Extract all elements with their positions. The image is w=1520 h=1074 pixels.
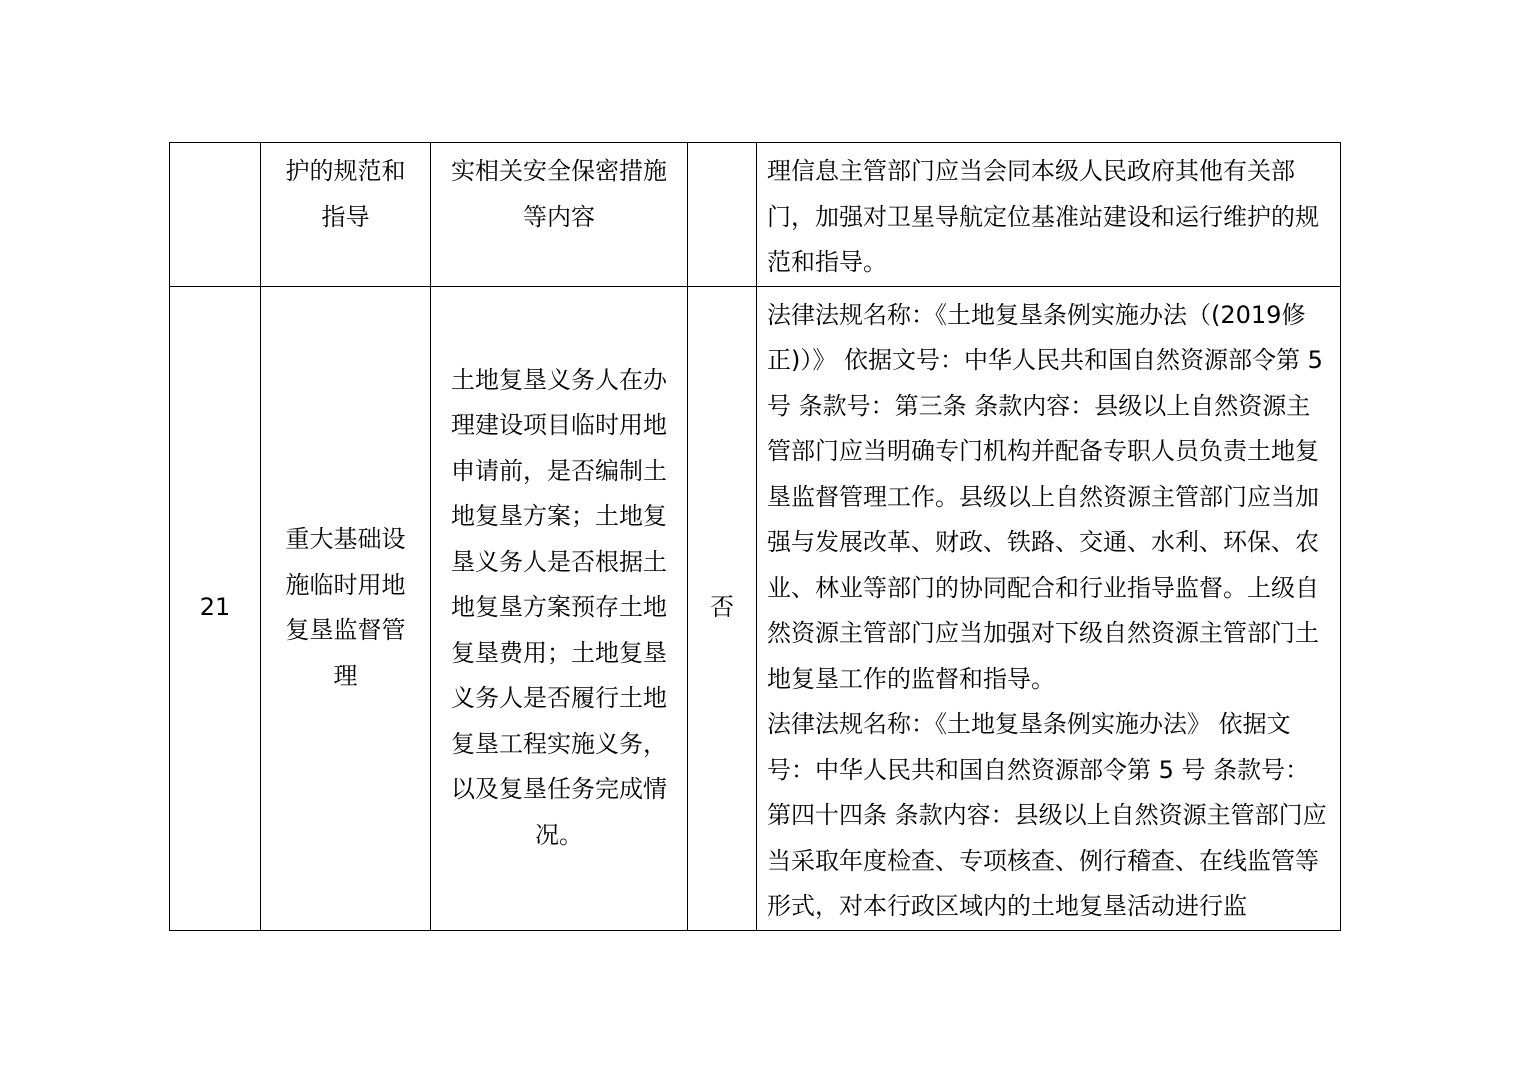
flag-cell: 否 [688,286,757,930]
table-row [170,143,1341,287]
item-name: 护的规范和指导 [261,143,431,287]
regulation-table [169,142,1341,931]
legal-basis [757,143,1341,287]
legal-basis-paragraph: 法律法规名称：《土地复垦条例实施办法（(2019修正)）》 依据文号：中华人民共和国自然资源部令第 5 号 条款号：第三条 条款内容：县级以上自然资源主管部门应当明确专门机构并配备专职人员负责土地复垦监督管理工作。县级以上自然资源主管部门应当加强与发展改革、财政、铁路、交通、水利、环保、农业、林业等部门的协同配合和行业指导监督。上级自然资源主管部门应当加强对下级自然资源主管部门土地复垦工作的监督和指导。 [767,300,1323,693]
row-number [170,143,261,287]
item-name: 重大基础设施临时用地复垦监督管理 [261,286,431,930]
flag-cell [688,143,757,287]
inspection-content: 实相关安全保密措施等内容 [431,143,688,287]
legal-basis [757,286,1341,930]
table-row [170,286,1341,930]
legal-basis-paragraph: 法律法规名称：《土地复垦条例实施办法》 依据文号：中华人民共和国自然资源部令第 5 号 条款号：第四十四条 条款内容：县级以上自然资源主管部门应当采取年度检查、专项核查、例行稽查、在线监管等形式，对本行政区域内的土地复垦活动进行监 [767,710,1327,920]
inspection-content: 土地复垦义务人在办理建设项目临时用地申请前，是否编制土地复垦方案；土地复垦义务人是否根据土地复垦方案预存土地复垦费用；土地复垦义务人是否履行土地复垦工程实施义务，以及复垦任务完成情况。 [431,286,688,930]
legal-basis-paragraph: 理信息主管部门应当会同本级人民政府其他有关部门，加强对卫星导航定位基准站建设和运行维护的规范和指导。 [767,157,1319,276]
row-number: 21 [170,286,261,930]
